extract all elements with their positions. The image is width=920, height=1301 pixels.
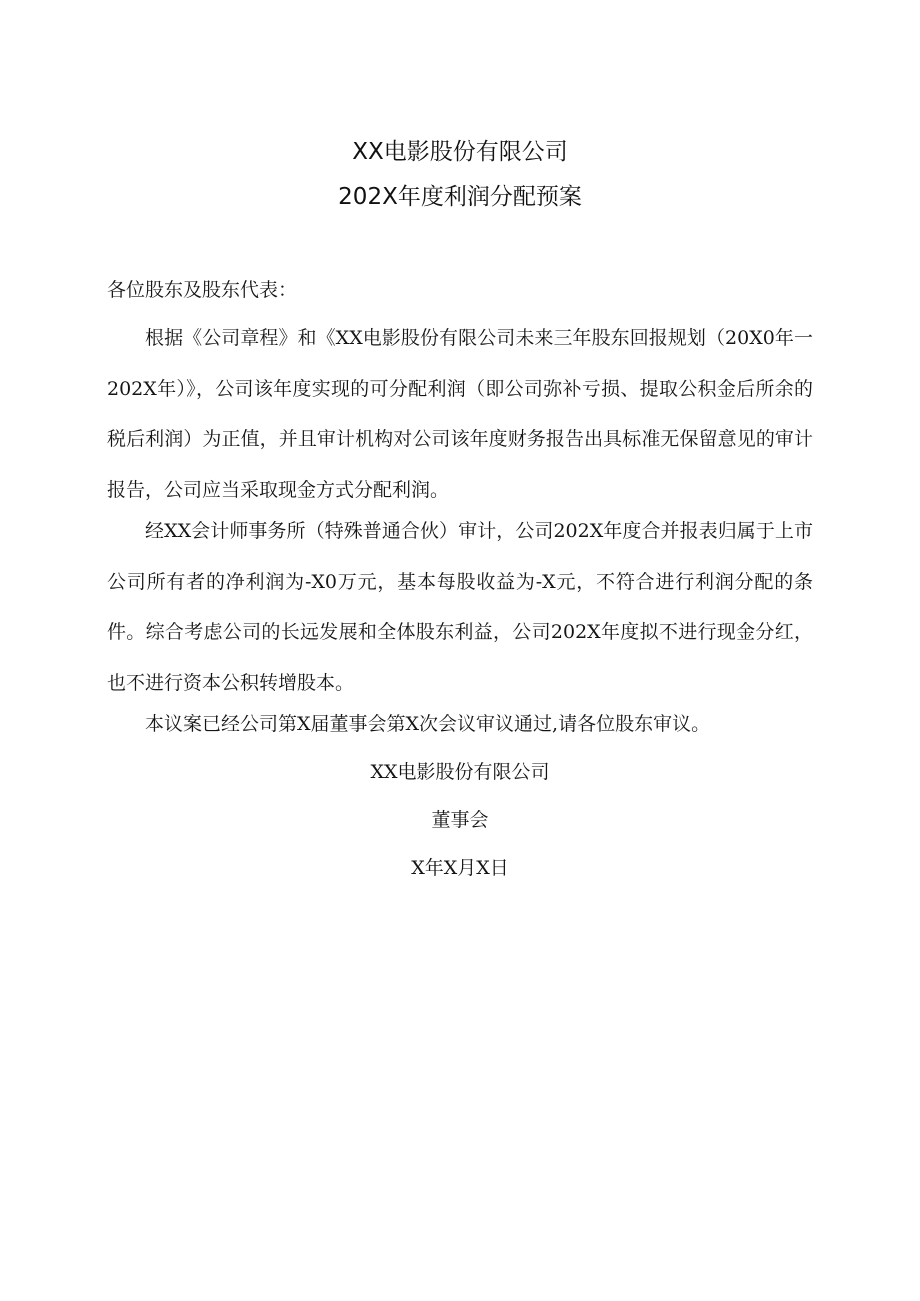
document-title-plan: 202X年度利润分配预案: [338, 184, 582, 210]
document-title-company: XX电影股份有限公司: [352, 139, 568, 165]
salutation: 各位股东及股东代表：: [107, 279, 298, 301]
paragraph-audit-result: 经XX会计师事务所（特殊普通合伙）审计，公司202X年度合并报表归属于上市公司所有者的净利润为-X0万元，基本每股收益为-X元，不符合进行利润分配的条件。综合考虑公司的长远发展和全体股东利益，公司202X年度拟不进行现金分红，也不进行资本公积转增股本。: [107, 520, 813, 694]
signature-company: XX电影股份有限公司: [370, 761, 550, 783]
signature-board: 董事会: [431, 809, 489, 831]
paragraph-basis: 根据《公司章程》和《XX电影股份有限公司未来三年股东回报规划（20X0年一202X年）》，公司该年度实现的可分配利润（即公司弥补亏损、提取公积金后所余的税后利润）为正值，并且审计机构对公司该年度财务报告出具标准无保留意见的审计报告，公司应当采取现金方式分配利润。: [107, 327, 813, 501]
signature-date: X年X月X日: [411, 857, 509, 879]
paragraph-approval: 本议案已经公司第X届董事会第X次会议审议通过,请各位股东审议。: [145, 713, 711, 735]
